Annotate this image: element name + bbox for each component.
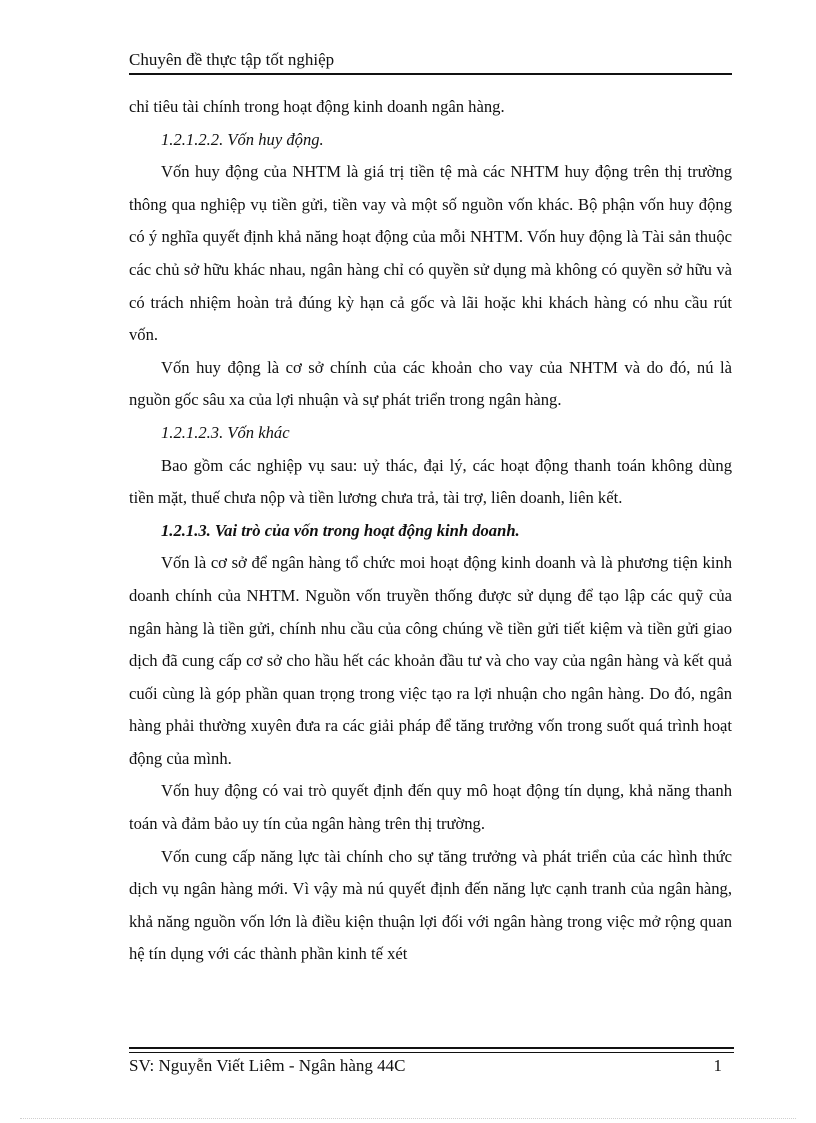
footer-rule-thin [129, 1052, 734, 1053]
page-number: 1 [713, 1056, 722, 1075]
page-footer [129, 1055, 732, 1077]
footer-rule [129, 1047, 734, 1049]
paragraph: Bao gồm các nghiệp vụ sau: uỷ thác, đại lý, các hoạt động thanh toán không dùng tiền mặt, thuế chưa nộp và tiền lương chưa trả, tài trợ, liên doanh, liên kết. [129, 455, 732, 508]
paragraph: Vốn huy động của NHTM là giá trị tiền tệ mà các NHTM huy động trên thị trường thông qua nghiệp vụ tiền gửi, tiền vay và một số nguồn vốn khác. Bộ phận vốn huy động có ý nghĩa quyết định khả năng hoạt động của mỗi NHTM. Vốn huy động là Tài sản thuộc các chủ sở hữu khác nhau, ngân hàng chỉ có quyền sử dụng mà không có quyền sở hữu và có trách nhiệm hoàn trả đúng kỳ hạn cả gốc và lãi hoặc khi khách hàng có nhu cầu rút vốn. [129, 162, 732, 345]
subsection-heading-von-khac: 1.2.1.2.3. Vốn khác [161, 422, 290, 442]
paragraph: Vốn là cơ sở để ngân hàng tổ chức moi hoạt động kinh doanh và là phương tiện kinh doanh chính của NHTM. Nguồn vốn truyền thống được sử dụng để tạo lập các quỹ của ngân hàng là tiền gửi, chính nhu cầu của công chúng về tiền gửi tiết kiệm và tiền gửi giao dịch đã cung cấp cơ sở cho hầu hết các khoản đầu tư và cho vay của ngân hàng và kết quả cuối cùng là góp phần quan trọng trong việc tạo ra lợi nhuận cho ngân hàng. Do đó, ngân hàng phải thường xuyên đưa ra các giải pháp để tăng trưởng vốn trong suốt quá trình hoạt động của mình. [129, 553, 732, 768]
subsection-heading-von-huy-dong: 1.2.1.2.2. Vốn huy động. [161, 129, 324, 149]
page-edge-divider [20, 1118, 796, 1119]
header-title: Chuyên đề thực tập tốt nghiệp [129, 50, 335, 69]
document-body [129, 91, 732, 971]
paragraph: Vốn huy động có vai trò quyết định đến quy mô hoạt động tín dụng, khả năng thanh toán và đảm bảo uy tín của ngân hàng trên thị trường. [129, 781, 732, 834]
page-header [129, 50, 732, 75]
footer-author: SV: Nguyễn Viết Liêm - Ngân hàng 44C [129, 1056, 406, 1075]
section-heading-vai-tro-cua-von: 1.2.1.3. Vai trò của vốn trong hoạt động kinh doanh. [161, 520, 520, 540]
paragraph: Vốn cung cấp năng lực tài chính cho sự tăng trưởng và phát triển của các hình thức dịch vụ ngân hàng mới. Vì vậy mà nú quyết định đến năng lực cạnh tranh của ngân hàng, khả năng nguồn vốn lớn là điều kiện thuận lợi đối với ngân hàng trong việc mở rộng quan hệ tín dụng với các thành phần kinh tế xét [129, 846, 732, 964]
paragraph: Vốn huy động là cơ sở chính của các khoản cho vay của NHTM và do đó, nú là nguồn gốc sâu xa của lợi nhuận và sự phát triển trong ngân hàng. [129, 357, 732, 410]
paragraph-continuation: chỉ tiêu tài chính trong hoạt động kinh doanh ngân hàng. [129, 97, 505, 116]
